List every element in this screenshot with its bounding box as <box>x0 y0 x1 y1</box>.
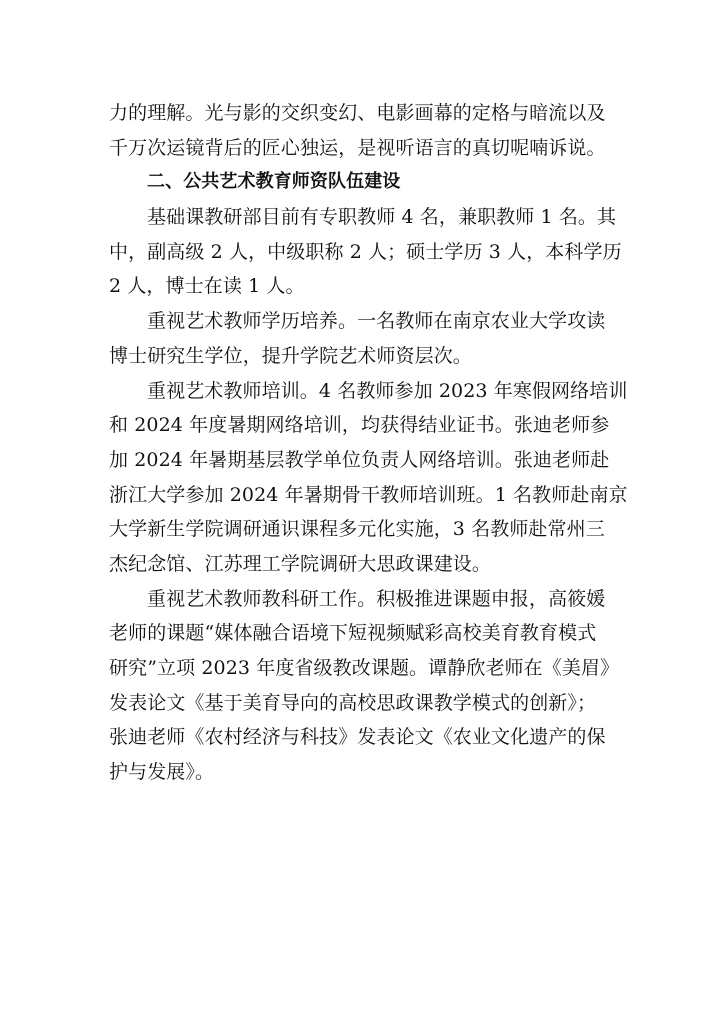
paragraph-line: 浙江大学参加 2024 年暑期骨干教师培训班。1 名教师赴南京 <box>109 483 628 506</box>
paragraph-line: 张迪老师《农村经济与科技》发表论文《农业文化遗产的保 <box>109 726 606 749</box>
paragraph-research-work <box>109 582 619 790</box>
paragraph-line: 加 2024 年暑期基层教学单位负责人网络培训。张迪老师赴 <box>109 448 610 471</box>
paragraph-line: 2 人，博士在读 1 人。 <box>109 275 305 298</box>
paragraph-line: 中，副高级 2 人，中级职称 2 人；硕士学历 3 人，本科学历 <box>109 240 622 263</box>
paragraph-line: 大学新生学院调研通识课程多元化实施，3 名教师赴常州三 <box>109 518 605 541</box>
intro-line-2: 千万次运镜背后的匠心独运，是视听语言的真切呢喃诉说。 <box>109 136 606 159</box>
paragraph-line: 基础课教研部目前有专职教师 4 名，兼职教师 1 名。其 <box>147 206 617 229</box>
paragraph-line: 和 2024 年度暑期网络培训，均获得结业证书。张迪老师参 <box>109 414 610 437</box>
paragraph-line: 博士研究生学位，提升学院艺术师资层次。 <box>109 344 472 367</box>
paragraph-line: 老师的课题“媒体融合语境下短视频赋彩高校美育教育模式 <box>109 622 597 645</box>
paragraph-line: 发表论文《基于美育导向的高校思政课教学模式的创新》； <box>109 691 597 714</box>
paragraph-line: 重视艺术教师教科研工作。积极推进课题申报，高筱媛 <box>147 587 606 610</box>
paragraph-line: 研究”立项 2023 年度省级教改课题。谭静欣老师在《美眉》 <box>109 657 620 679</box>
paragraph-line: 重视艺术教师培训。4 名教师参加 2023 年寒假网络培训 <box>147 379 628 402</box>
paragraph-line: 重视艺术教师学历培养。一名教师在南京农业大学攻读 <box>147 310 606 333</box>
document-body <box>109 96 628 790</box>
paragraph-degree-training <box>109 304 619 373</box>
paragraph-teacher-training <box>109 374 628 582</box>
section-heading: 二、公共艺术教育师资队伍建设 <box>147 171 401 193</box>
intro-line-1: 力的理解。光与影的交织变幻、电影画幕的定格与暗流以及 <box>109 102 606 124</box>
paragraph-faculty-composition <box>109 200 622 304</box>
paragraph-line: 杰纪念馆、江苏理工学院调研大思政课建设。 <box>109 552 492 575</box>
paragraph-line: 护与发展》。 <box>109 761 215 784</box>
